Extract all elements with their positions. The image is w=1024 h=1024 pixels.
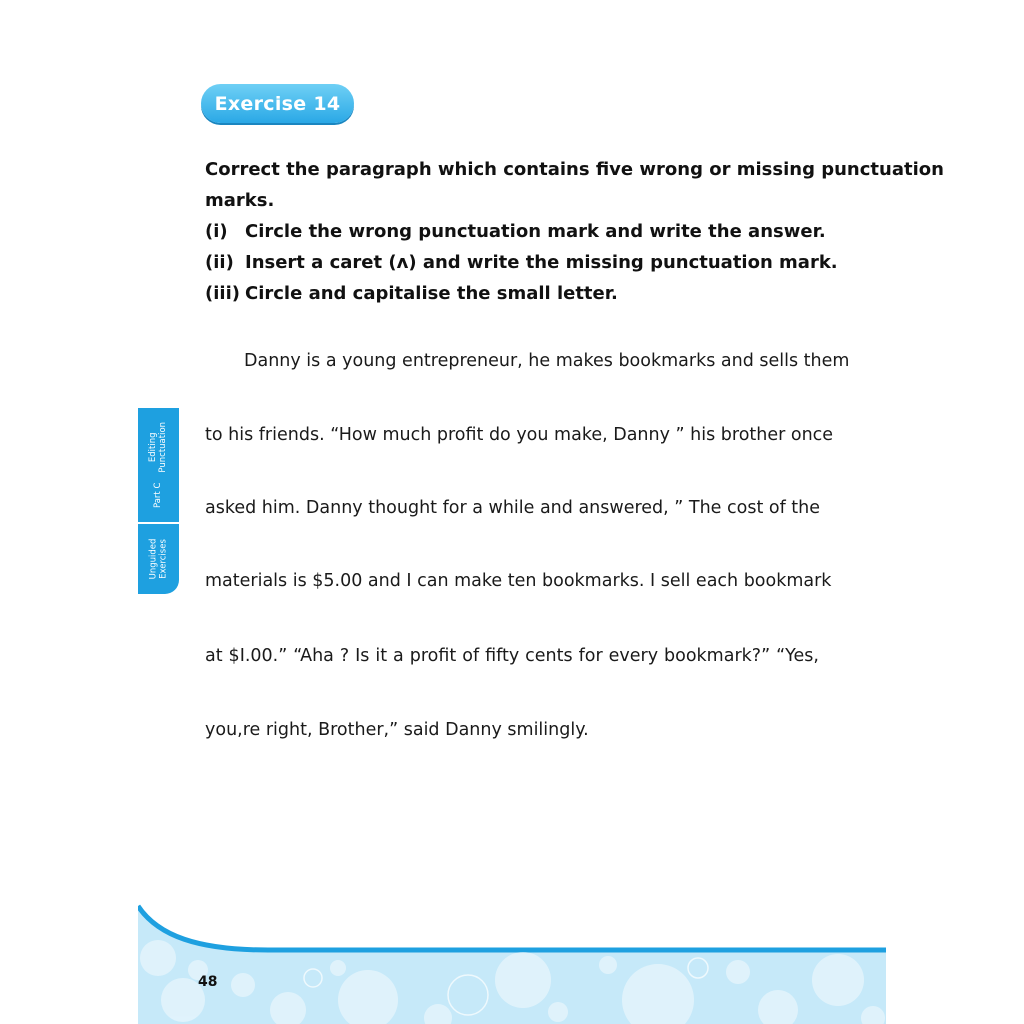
step-number: (i): [205, 221, 228, 242]
side-tab-sub-line-2: Exercises: [158, 539, 169, 579]
page-number: 48: [198, 974, 218, 990]
instruction-line-1: Correct the paragraph which contains five wrong or missing punctuation: [205, 159, 944, 180]
paragraph-line-2: to his friends. “How much profit do you make, Danny ” his brother once: [205, 425, 834, 445]
paragraph-line-6: you,re right, Brother,” said Danny smilingly.: [205, 720, 589, 740]
side-tab-sub-line-1: Unguided: [148, 538, 159, 580]
instruction-step-3: [205, 278, 825, 309]
side-tab-section: [138, 408, 179, 522]
paragraph-line-3: asked him. Danny thought for a while and answered, ” The cost of the: [205, 498, 821, 518]
exercise-title-badge: [201, 84, 354, 123]
instruction-line-2: marks.: [205, 190, 275, 211]
exercise-title: Exercise 14: [214, 92, 341, 115]
paragraph-line-5: at $I.00.” “Aha ? Is it a profit of fifty cents for every bookmark?” “Yes,: [205, 646, 819, 666]
step-text: Circle the wrong punctuation mark and write the answer.: [245, 221, 826, 242]
step-text: Circle and capitalise the small letter.: [245, 283, 618, 304]
paragraph-line-1: Danny is a young entrepreneur, he makes bookmarks and sells them: [244, 351, 850, 371]
instructions: [205, 154, 944, 309]
step-text: Insert a caret (ʌ) and write the missing punctuation mark.: [245, 252, 838, 273]
step-number: (ii): [205, 252, 234, 273]
instruction-step-2: [205, 247, 838, 278]
side-tab-topic-line-2: Punctuation: [158, 421, 169, 473]
footer-bubbles-graphic: [138, 900, 886, 1024]
footer-band: [138, 900, 886, 1024]
side-tab-topic-line-1: Editing: [148, 432, 159, 463]
paragraph-line-4: materials is $5.00 and I can make ten bookmarks. I sell each bookmark: [205, 571, 832, 591]
instruction-step-1: [205, 216, 825, 247]
side-tab-part-label: Part C: [153, 482, 164, 509]
step-number: (iii): [205, 283, 240, 304]
side-tab-subsection: [138, 524, 179, 594]
